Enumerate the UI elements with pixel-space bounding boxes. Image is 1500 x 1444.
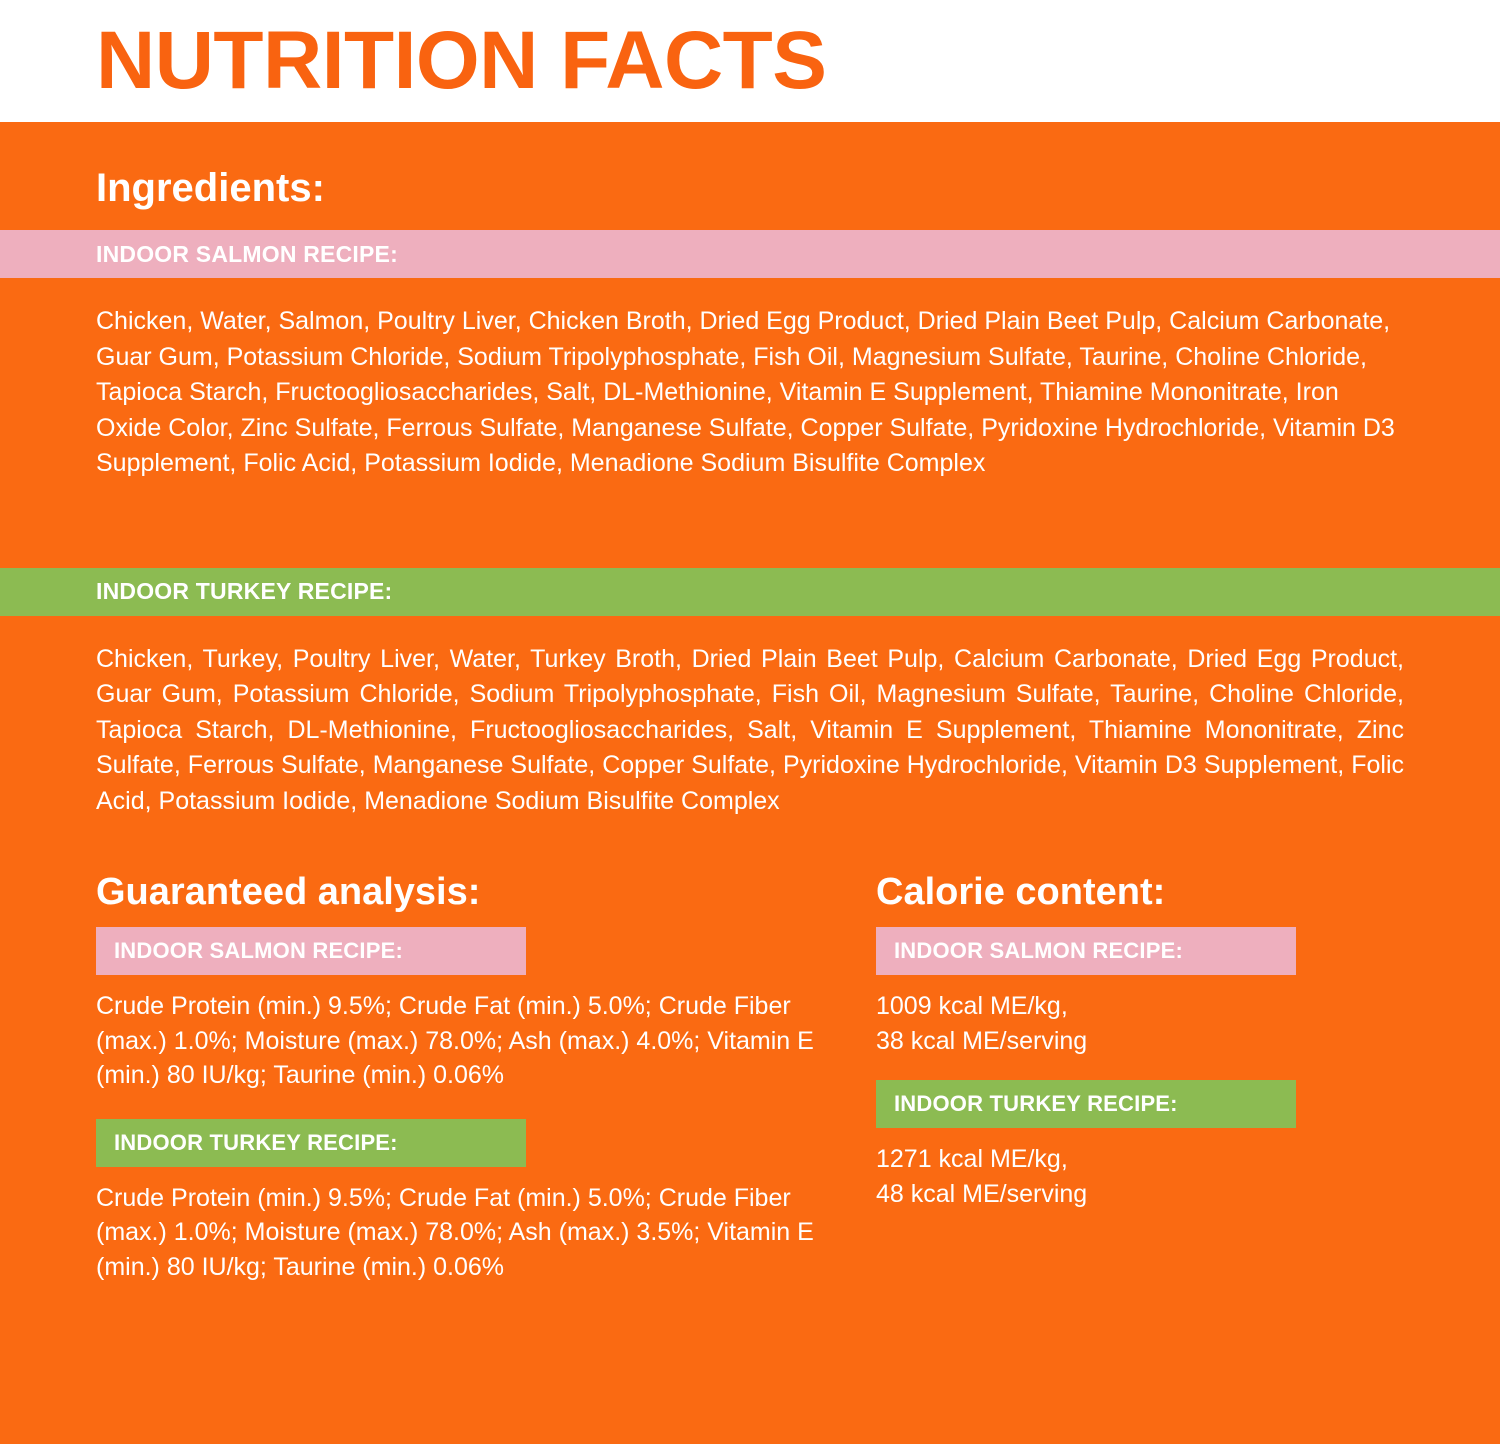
page-header: [0, 0, 1500, 122]
lower-columns: [0, 873, 1500, 1310]
calorie-turkey-banner: INDOOR TURKEY RECIPE:: [876, 1080, 1296, 1128]
calorie-salmon-line1: 1009 kcal ME/kg,: [876, 992, 1068, 1020]
page-title: NUTRITION FACTS: [96, 15, 827, 106]
nutrition-body-panel: [0, 122, 1500, 1444]
ingredients-turkey-text: Chicken, Turkey, Poultry Liver, Water, Turkey Broth, Dried Plain Beet Pulp, Calcium Carbonate, Dried Egg Product, Guar Gum, Potassium Chloride, Sodium Tripolyphosphate, Fish Oil, Magnesium Sulfate, Taurine, Choline Chloride, Tapioca Starch, DL-Methionine, Fructoogliosaccharides, Salt, Vitamin E Supplement, Thiamine Mononitrate, Zinc Sulfate, Ferrous Sulfate, Manganese Sulfate, Copper Sulfate, Pyridoxine Hydrochloride, Vitamin D3 Supplement, Folic Acid, Potassium Iodide, Menadione Sodium Bisulfite Complex: [96, 644, 1404, 815]
calorie-turkey-line2: 48 kcal ME/serving: [876, 1179, 1088, 1208]
section-gap: [0, 482, 1500, 568]
calorie-content-section: [866, 873, 1404, 1310]
ingredients-salmon-text: Chicken, Water, Salmon, Poultry Liver, Chicken Broth, Dried Egg Product, Dried Plain Beet Pulp, Calcium Carbonate, Guar Gum, Potassium Chloride, Sodium Tripolyphosphate, Fish Oil, Magnesium Sulfate, Taurine, Choline Chloride, Tapioca Starch, Fructoogliosaccharides, Salt, DL-Methionine, Vitamin E Supplement, Thiamine Mononitrate, Iron Oxide Color, Zinc Sulfate, Ferrous Sulfate, Manganese Sulfate, Copper Sulfate, Pyridoxine Hydrochloride, Vitamin D3 Supplement, Folic Acid, Potassium Iodide, Menadione Sodium Bisulfite Complex: [96, 307, 1395, 477]
calorie-turkey-line1: 1271 kcal ME/kg,: [876, 1145, 1068, 1173]
calorie-turkey-values: [876, 1142, 1404, 1211]
guaranteed-analysis-heading: Guaranteed analysis:: [96, 871, 481, 913]
guaranteed-analysis-section: [96, 873, 866, 1310]
analysis-turkey-text: Crude Protein (min.) 9.5%; Crude Fat (min.) 5.0%; Crude Fiber (max.) 1.0%; Moisture (max.) 78.0%; Ash (max.) 3.5%; Vitamin E (min.) 80 IU/kg; Taurine (min.) 0.06%: [96, 1183, 814, 1281]
calorie-salmon-values: [876, 989, 1404, 1058]
ingredients-section: [0, 122, 1500, 230]
ingredients-salmon-banner: INDOOR SALMON RECIPE:: [0, 230, 1500, 278]
analysis-salmon-text: Crude Protein (min.) 9.5%; Crude Fat (min.) 5.0%; Crude Fiber (max.) 1.0%; Moisture (max.) 78.0%; Ash (max.) 4.0%; Vitamin E (min.) 80 IU/kg; Taurine (min.) 0.06%: [96, 992, 814, 1089]
calorie-content-heading: Calorie content:: [876, 871, 1166, 913]
analysis-turkey-banner: INDOOR TURKEY RECIPE:: [96, 1119, 526, 1167]
calorie-salmon-banner: INDOOR SALMON RECIPE:: [876, 927, 1296, 975]
ingredients-heading: Ingredients:: [96, 166, 325, 210]
ingredients-turkey-banner: INDOOR TURKEY RECIPE:: [0, 568, 1500, 616]
calorie-salmon-line2: 38 kcal ME/serving: [876, 1026, 1088, 1055]
analysis-salmon-banner: INDOOR SALMON RECIPE:: [96, 927, 526, 975]
